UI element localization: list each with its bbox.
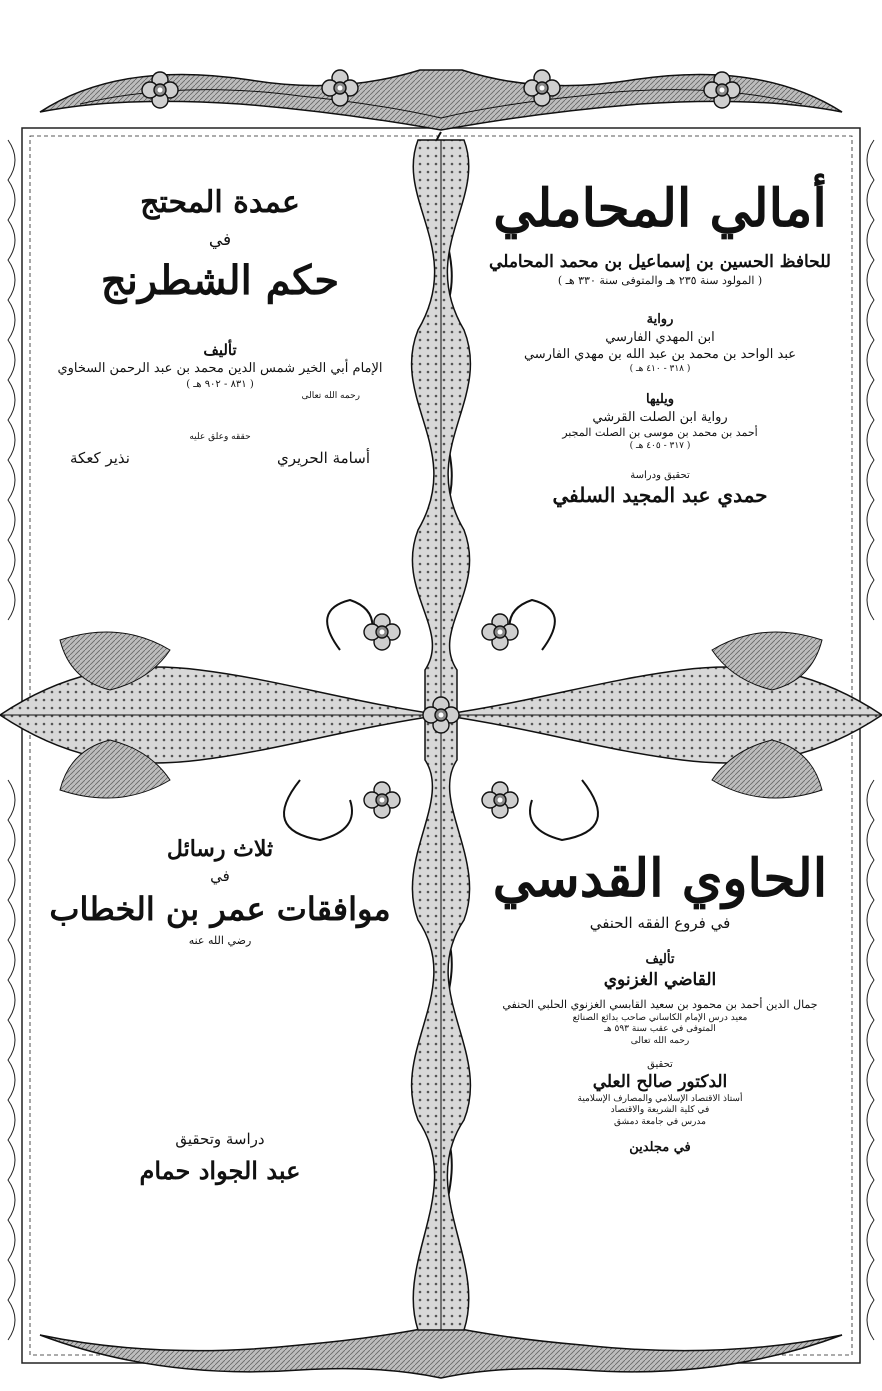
- editor-name: حمدي عبد المجيد السلفي: [552, 482, 768, 507]
- book-panel-hawi: [470, 850, 850, 1156]
- rahimahu: رحمه الله تعالى: [301, 390, 360, 401]
- book-title-muwafaqat: موافقات عمر بن الخطاب: [49, 889, 391, 928]
- fi-word: في: [208, 230, 232, 250]
- author-note-1: معيد درس الإمام الكاساني صاحب بدائع الصنائع: [572, 1012, 748, 1023]
- riwaya-label: رواية: [646, 311, 674, 327]
- editor-b: نذير كعكة: [70, 449, 130, 468]
- editor-note-2: في كلية الشريعة والاقتصاد: [610, 1105, 710, 1116]
- author-full: جمال الدين أحمد بن محمود بن سعيد القابسي الغزنوي الحلبي الحنفي: [502, 997, 818, 1011]
- book-panel-umdat: [40, 185, 400, 468]
- radia: رضي الله عنه: [188, 934, 252, 948]
- talif-label: تأليف: [645, 952, 675, 968]
- narrator-dates: ( ٣١٨ - ٤١٠ هـ ): [629, 363, 691, 374]
- tahqiq-label: تحقيق: [647, 1058, 673, 1070]
- editor-note-3: مدرس في جامعة دمشق: [614, 1117, 706, 1128]
- top-line: ثلاث رسائل: [166, 836, 274, 862]
- editor-name: الدكتور صالح العلي: [592, 1071, 728, 1092]
- narrator-full: عبد الواحد بن محمد بن عبد الله بن مهدي الفارسي: [523, 347, 797, 363]
- book-title-top: عمدة المحتج: [140, 185, 300, 220]
- author-line: الإمام أبي الخير شمس الدين محمد بن عبد الرحمن السخاوي: [57, 361, 383, 377]
- study-label: دراسة وتحقيق: [175, 1130, 265, 1149]
- narrator2-dates: ( ٣١٧ - ٤٠٥ هـ ): [629, 441, 691, 452]
- book-subtitle: في فروع الفقه الحنفي: [589, 914, 731, 933]
- volumes: في مجلدين: [629, 1139, 691, 1155]
- book-title-hawi: الحاوي القدسي: [492, 848, 828, 909]
- riwaya2-title: رواية ابن الصلت القرشي: [592, 409, 728, 425]
- fi-word: في: [210, 866, 230, 885]
- book-title-bottom: حكم الشطرنج: [100, 256, 340, 304]
- author-note-2: المتوفى في عقب سنة ٥٩٣ هـ: [604, 1024, 716, 1035]
- annotated-label: حققه وعلق عليه: [189, 432, 251, 443]
- editor-note-1: أستاذ الاقتصاد الإسلامي والمصارف الإسلامية: [577, 1093, 743, 1104]
- rahimahu: رحمه الله تعالى: [630, 1036, 690, 1047]
- yalih-label: ويليها: [645, 392, 675, 408]
- editors-row: [40, 448, 400, 468]
- editor-name: عبد الجواد حمام: [139, 1156, 301, 1186]
- talif-label: تأليف: [203, 340, 237, 359]
- editor-label: تحقيق ودراسة: [630, 469, 690, 481]
- book-title-amali: أمالي المحاملي: [493, 178, 827, 239]
- book-panel-amali: [470, 180, 850, 508]
- author-short: القاضي الغزنوي: [603, 969, 717, 990]
- author-line: للحافظ الحسين بن إسماعيل بن محمد المحاملي: [489, 252, 831, 273]
- author-dates: ( المولود سنة ٢٣٥ هـ والمتوفى سنة ٣٣٠ هـ ): [557, 274, 763, 288]
- editor-a: أسامة الحريري: [276, 449, 370, 468]
- book-panel-muwafaqat: [40, 835, 400, 1187]
- narrator-short: ابن المهدي الفارسي: [605, 329, 715, 345]
- author-dates: ( ٨٣١ - ٩٠٢ هـ ): [186, 378, 254, 390]
- narrator2-full: أحمد بن محمد بن موسى بن الصلت المجبر: [562, 426, 758, 440]
